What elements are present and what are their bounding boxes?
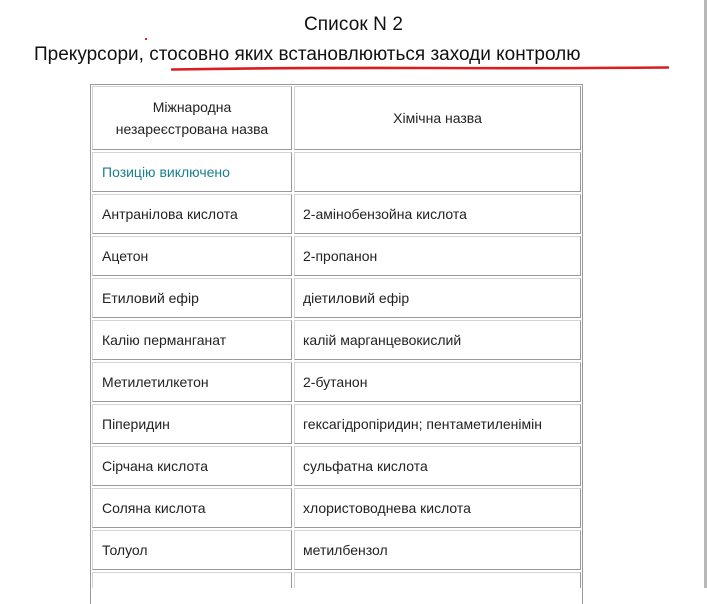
substance-name: Соляна кислота [102,500,206,516]
table-row-chemical-cell [294,362,581,402]
table-row-chemical-cell [294,152,581,192]
chemical-name: хлористоводнева кислота [303,500,471,516]
table-row-chemical-cell [294,194,581,234]
table-row-name-cell [92,236,292,276]
header-name-label: Міжнародна незареєстрована назва [115,99,269,137]
table-row-chemical-cell [294,446,581,486]
table-row-name-cell [92,530,292,570]
chemical-name: діетиловий ефір [303,290,410,306]
table-row-name-cell [92,362,292,402]
table-row-name-cell [92,404,292,444]
table-row-chemical-cell [294,236,581,276]
chemical-name: калій марганцевокислий [303,332,462,348]
substance-name: Ацетон [102,248,149,264]
table-row-name-cell [92,278,292,318]
table-row-name-cell [92,194,292,234]
table-row-chemical-cell [294,404,581,444]
table-row-chemical-cell [294,530,581,570]
substance-name: Калію перманганат [102,332,227,348]
document-subtitle: Прекурсори, стосовно яких встановлюються заходи контролю [34,44,581,65]
chemical-name: 2-амінобензойна кислота [303,206,467,222]
substance-name: Антранілова кислота [102,206,238,222]
header-chemical-cell [294,86,581,150]
chemical-name: гексагідропіридин; пентаметиленімін [303,416,542,432]
chemical-name: 2-бутанон [303,374,368,390]
table-row-name-cell [92,488,292,528]
annotation-underline [171,66,669,71]
table-row-chemical-cell [294,488,581,528]
header-name-cell [92,86,292,150]
table-row-name-cell[interactable] [92,152,292,192]
annotation-dot [145,38,147,40]
substance-name: Толуол [102,542,148,558]
chemical-name: 2-пропанон [303,248,378,264]
substance-name: Етиловий ефір [102,290,199,306]
table-row-name-cell [92,446,292,486]
chemical-name: метилбензол [303,542,388,558]
table-row-name-cell [92,572,292,588]
substance-name: Сірчана кислота [102,458,208,474]
chemical-name: сульфатна кислота [303,458,428,474]
table-row-chemical-cell [294,278,581,318]
header-chemical-label: Хімічна назва [393,110,482,126]
excluded-position-link[interactable]: Позицію виключено [102,164,230,180]
table-row-name-cell [92,320,292,360]
substance-name: Метилетилкетон [102,374,209,390]
document-title: Список N 2 [303,14,404,35]
substance-name: Піперидин [102,416,170,432]
table-row-chemical-cell [294,320,581,360]
table-row-chemical-cell [294,572,581,588]
